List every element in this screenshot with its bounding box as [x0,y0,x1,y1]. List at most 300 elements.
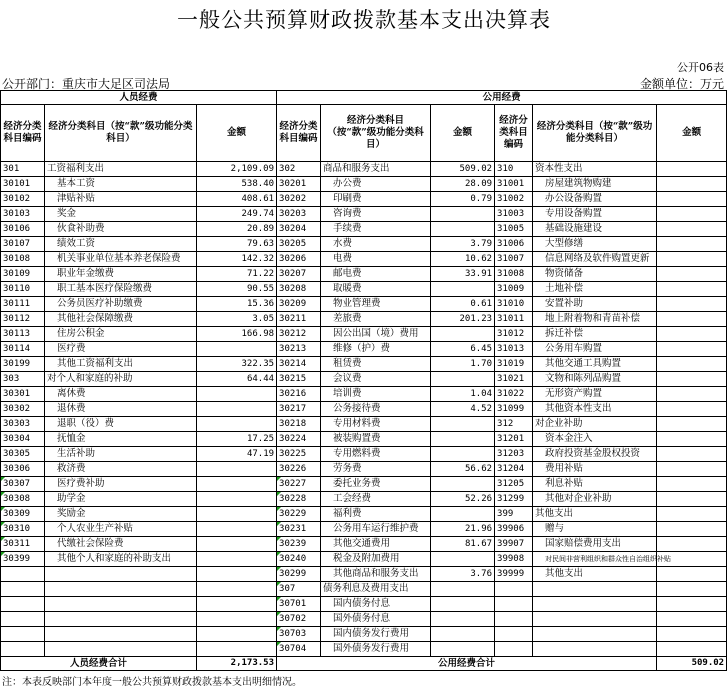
personnel-amount: 538.40 [197,177,277,192]
public-amount: 3.79 [431,237,495,252]
form-number: 公开06表 [677,61,724,74]
personnel-item: 伙食补助费 [45,222,197,237]
public-amount: 509.02 [431,162,495,177]
public-item: 邮电费 [321,267,431,282]
public-item: 会议费 [321,372,431,387]
personnel-item: 代缴社会保险费 [45,537,197,552]
capital-item: 无形资产购置 [533,387,657,402]
public-item: 公务接待费 [321,402,431,417]
public-item: 其他交通费用 [321,537,431,552]
public-code: 30203 [277,207,321,222]
capital-code [495,597,533,612]
public-item: 维修（护）费 [321,342,431,357]
capital-code: 31005 [495,222,533,237]
personnel-amount: 17.25 [197,432,277,447]
capital-amount [657,237,727,252]
capital-item: 基础设施建设 [533,222,657,237]
personnel-item: 其他社会保障缴费 [45,312,197,327]
public-code: 30214 [277,357,321,372]
personnel-code: 30113 [1,327,45,342]
table-row [1,162,727,177]
amount-header: 金额 [657,105,727,162]
personnel-item: 个人农业生产补贴 [45,522,197,537]
capital-code: 39908 [495,552,533,567]
capital-item: 资本金注入 [533,432,657,447]
personnel-amount [197,537,277,552]
table-row [1,237,727,252]
personnel-amount: 249.74 [197,207,277,222]
public-item: 专用材料费 [321,417,431,432]
table-row [1,537,727,552]
table-row [1,447,727,462]
capital-code: 310 [495,162,533,177]
amount-header: 金额 [431,105,495,162]
capital-amount [657,267,727,282]
personnel-item: 生活补助 [45,447,197,462]
table-row [1,432,727,447]
table-row [1,507,727,522]
personnel-item: 离休费 [45,387,197,402]
personnel-item: 其他个人和家庭的补助支出 [45,552,197,567]
code-header: 经济分类科目编码 [495,105,533,162]
capital-amount [657,372,727,387]
personnel-amount [197,492,277,507]
capital-item: 信息网络及软件购置更新 [533,252,657,267]
personnel-item: 职业年金缴费 [45,267,197,282]
public-item: 商品和服务支出 [321,162,431,177]
public-amount [431,372,495,387]
personnel-item: 医疗费补助 [45,477,197,492]
personnel-amount [197,387,277,402]
public-amount: 81.67 [431,537,495,552]
public-code: 30218 [277,417,321,432]
personnel-item [45,597,197,612]
table-row [1,477,727,492]
public-code: 30212 [277,327,321,342]
public-code: 30224 [277,432,321,447]
personnel-item: 基本工资 [45,177,197,192]
personnel-item: 津贴补贴 [45,192,197,207]
personnel-item: 医疗费 [45,342,197,357]
personnel-amount: 322.35 [197,357,277,372]
personnel-code: 30112 [1,312,45,327]
capital-amount [657,522,727,537]
table-row [1,312,727,327]
personnel-item: 退职（役）费 [45,417,197,432]
personnel-item: 绩效工资 [45,237,197,252]
footnote: 注：本表反映部门本年度一般公共预算财政拨款基本支出明细情况。 [2,677,302,688]
personnel-code: 30102 [1,192,45,207]
personnel-item [45,627,197,642]
public-item: 公务用车运行维护费 [321,522,431,537]
capital-code: 31001 [495,177,533,192]
capital-code: 31002 [495,192,533,207]
totals-row [1,657,727,671]
personnel-code: 30310 [1,522,45,537]
public-code: 30299 [277,567,321,582]
public-code: 302 [277,162,321,177]
capital-item: 拆迁补偿 [533,327,657,342]
public-amount [431,627,495,642]
personnel-amount: 3.05 [197,312,277,327]
table-row [1,192,727,207]
personnel-code: 30301 [1,387,45,402]
table-row [1,372,727,387]
personnel-amount [197,597,277,612]
capital-code [495,642,533,657]
capital-item [533,612,657,627]
personnel-amount [197,567,277,582]
capital-item [533,582,657,597]
capital-code: 31022 [495,387,533,402]
capital-item [533,642,657,657]
public-code: 30202 [277,192,321,207]
public-code: 30703 [277,627,321,642]
public-item: 国内债务付息 [321,597,431,612]
public-code: 30228 [277,492,321,507]
public-code: 30213 [277,342,321,357]
capital-code [495,582,533,597]
public-item: 委托业务费 [321,477,431,492]
capital-amount [657,222,727,237]
capital-item: 其他交通工具购置 [533,357,657,372]
capital-amount [657,327,727,342]
personnel-amount [197,477,277,492]
table-row [1,207,727,222]
capital-amount [657,282,727,297]
personnel-amount [197,402,277,417]
capital-amount [657,507,727,522]
personnel-code: 30103 [1,207,45,222]
personnel-code [1,612,45,627]
public-amount: 201.23 [431,312,495,327]
public-code: 30204 [277,222,321,237]
capital-item: 对民间非营利组织和群众性自治组织补贴 [533,552,657,567]
capital-amount [657,252,727,267]
personnel-code: 301 [1,162,45,177]
capital-item: 其他资本性支出 [533,402,657,417]
capital-item: 费用补贴 [533,462,657,477]
expenditure-table [0,90,727,671]
name-header: 经济分类科目（按“款”级功能分类科目） [321,105,431,162]
capital-amount [657,462,727,477]
public-amount: 52.26 [431,492,495,507]
public-item: 国内债务发行费用 [321,627,431,642]
capital-code: 31008 [495,267,533,282]
column-header-row [1,105,727,162]
personnel-code [1,627,45,642]
personnel-total-label: 人员经费合计 [1,657,197,671]
public-amount: 0.61 [431,297,495,312]
page-title: 一般公共预算财政拨款基本支出决算表 [177,8,551,32]
public-item: 劳务费 [321,462,431,477]
personnel-code: 30307 [1,477,45,492]
public-item: 税金及附加费用 [321,552,431,567]
personnel-amount [197,582,277,597]
personnel-code: 30199 [1,357,45,372]
name-header: 经济分类科目（按“款”级功能分类科目） [45,105,197,162]
personnel-amount [197,552,277,567]
public-code: 30231 [277,522,321,537]
personnel-item: 工资福利支出 [45,162,197,177]
personnel-item: 其他工资福利支出 [45,357,197,372]
personnel-item [45,582,197,597]
public-code: 30701 [277,597,321,612]
public-item: 被装购置费 [321,432,431,447]
personnel-code [1,642,45,657]
personnel-code: 30107 [1,237,45,252]
public-amount: 10.62 [431,252,495,267]
personnel-amount [197,417,277,432]
personnel-code: 30110 [1,282,45,297]
personnel-code: 30305 [1,447,45,462]
public-item: 其他商品和服务支出 [321,567,431,582]
capital-item: 其他支出 [533,567,657,582]
capital-item [533,597,657,612]
capital-amount [657,537,727,552]
capital-code: 31009 [495,282,533,297]
code-header: 经济分类科目编码 [277,105,321,162]
capital-code [495,612,533,627]
table-row [1,567,727,582]
public-section-header: 公用经费 [277,91,727,105]
personnel-amount: 166.98 [197,327,277,342]
personnel-amount: 90.55 [197,282,277,297]
capital-item: 土地补偿 [533,282,657,297]
personnel-code: 30304 [1,432,45,447]
personnel-amount [197,342,277,357]
public-code: 30211 [277,312,321,327]
capital-code: 31006 [495,237,533,252]
personnel-code: 303 [1,372,45,387]
table-row [1,402,727,417]
public-item: 手续费 [321,222,431,237]
capital-item [533,627,657,642]
capital-item: 房屋建筑物购建 [533,177,657,192]
public-amount [431,207,495,222]
table-row [1,327,727,342]
personnel-code: 30111 [1,297,45,312]
personnel-code: 30101 [1,177,45,192]
capital-code: 312 [495,417,533,432]
personnel-amount: 64.44 [197,372,277,387]
personnel-code: 30114 [1,342,45,357]
section-header-row [1,91,727,105]
capital-code: 31019 [495,357,533,372]
capital-amount [657,492,727,507]
public-item: 专用燃料费 [321,447,431,462]
public-item: 咨询费 [321,207,431,222]
public-amount [431,597,495,612]
public-code: 307 [277,582,321,597]
personnel-item: 公务员医疗补助缴费 [45,297,197,312]
capital-item: 对企业补助 [533,417,657,432]
table-row [1,177,727,192]
capital-item: 其他对企业补助 [533,492,657,507]
table-row [1,627,727,642]
table-row [1,387,727,402]
personnel-amount: 15.36 [197,297,277,312]
capital-code: 31003 [495,207,533,222]
capital-item: 安置补助 [533,297,657,312]
personnel-amount: 79.63 [197,237,277,252]
personnel-item [45,642,197,657]
capital-amount [657,297,727,312]
public-code: 30240 [277,552,321,567]
capital-amount [657,642,727,657]
table-row [1,267,727,282]
personnel-code: 30106 [1,222,45,237]
personnel-item: 机关事业单位基本养老保险费 [45,252,197,267]
public-amount [431,327,495,342]
table-row [1,582,727,597]
public-amount [431,477,495,492]
personnel-item: 奖金 [45,207,197,222]
capital-code: 31099 [495,402,533,417]
personnel-item [45,567,197,582]
capital-amount [657,447,727,462]
name-header: 经济分类科目（按“款”级功能分类科目） [533,105,657,162]
public-item: 国外债务付息 [321,612,431,627]
public-amount [431,612,495,627]
personnel-code: 30311 [1,537,45,552]
capital-amount [657,477,727,492]
public-code: 30201 [277,177,321,192]
personnel-amount: 47.19 [197,447,277,462]
capital-code: 31011 [495,312,533,327]
public-amount [431,642,495,657]
capital-item: 国家赔偿费用支出 [533,537,657,552]
public-item: 工会经费 [321,492,431,507]
public-item: 培训费 [321,387,431,402]
public-code: 30207 [277,267,321,282]
capital-amount [657,357,727,372]
personnel-item: 助学金 [45,492,197,507]
personnel-amount [197,642,277,657]
public-amount [431,552,495,567]
personnel-code [1,567,45,582]
table-row [1,612,727,627]
table-row [1,297,727,312]
table-row [1,222,727,237]
table-row [1,417,727,432]
public-amount: 1.04 [431,387,495,402]
table-row [1,492,727,507]
capital-item: 政府投资基金股权投资 [533,447,657,462]
capital-code: 31007 [495,252,533,267]
capital-code: 31205 [495,477,533,492]
capital-item: 文物和陈列品购置 [533,372,657,387]
personnel-code [1,597,45,612]
public-amount: 21.96 [431,522,495,537]
personnel-amount: 2,109.09 [197,162,277,177]
capital-item: 地上附着物和青苗补偿 [533,312,657,327]
table-row [1,552,727,567]
capital-amount [657,177,727,192]
personnel-amount: 71.22 [197,267,277,282]
capital-item: 其他支出 [533,507,657,522]
capital-amount [657,192,727,207]
capital-code: 31201 [495,432,533,447]
capital-item: 公务用车购置 [533,342,657,357]
capital-item: 物资储备 [533,267,657,282]
public-amount [431,447,495,462]
personnel-amount [197,507,277,522]
public-amount: 33.91 [431,267,495,282]
table-row [1,522,727,537]
table-row [1,642,727,657]
personnel-code: 30306 [1,462,45,477]
public-code: 30239 [277,537,321,552]
public-amount: 0.79 [431,192,495,207]
public-item: 水费 [321,237,431,252]
public-code: 30227 [277,477,321,492]
personnel-item: 救济费 [45,462,197,477]
public-item: 租赁费 [321,357,431,372]
public-code: 30226 [277,462,321,477]
public-code: 30216 [277,387,321,402]
capital-amount [657,432,727,447]
personnel-amount: 142.32 [197,252,277,267]
capital-code: 31010 [495,297,533,312]
capital-amount [657,567,727,582]
public-total-label: 公用经费合计 [277,657,657,671]
personnel-item: 住房公积金 [45,327,197,342]
public-item: 差旅费 [321,312,431,327]
capital-amount [657,417,727,432]
capital-amount [657,207,727,222]
personnel-code: 30302 [1,402,45,417]
public-code: 30209 [277,297,321,312]
capital-item: 利息补贴 [533,477,657,492]
public-amount: 6.45 [431,342,495,357]
personnel-item: 对个人和家庭的补助 [45,372,197,387]
personnel-amount [197,522,277,537]
table-row [1,252,727,267]
public-total-value: 509.02 [657,657,727,671]
capital-amount [657,162,727,177]
personnel-amount: 408.61 [197,192,277,207]
personnel-item: 奖励金 [45,507,197,522]
public-code: 30217 [277,402,321,417]
public-code: 30229 [277,507,321,522]
personnel-code [1,582,45,597]
personnel-section-header: 人员经费 [1,91,277,105]
public-amount [431,417,495,432]
public-item: 因公出国（境）费用 [321,327,431,342]
public-code: 30702 [277,612,321,627]
table-row [1,597,727,612]
capital-code: 39999 [495,567,533,582]
table-row [1,357,727,372]
capital-amount [657,612,727,627]
public-item: 债务利息及费用支出 [321,582,431,597]
public-item: 印刷费 [321,192,431,207]
capital-code: 31013 [495,342,533,357]
table-row [1,342,727,357]
public-amount [431,582,495,597]
personnel-total-value: 2,173.53 [197,657,277,671]
public-amount: 4.52 [431,402,495,417]
personnel-code: 30303 [1,417,45,432]
capital-code: 31012 [495,327,533,342]
capital-amount [657,342,727,357]
capital-code: 31203 [495,447,533,462]
public-amount [431,282,495,297]
personnel-code: 30109 [1,267,45,282]
public-code: 30206 [277,252,321,267]
public-amount: 3.76 [431,567,495,582]
